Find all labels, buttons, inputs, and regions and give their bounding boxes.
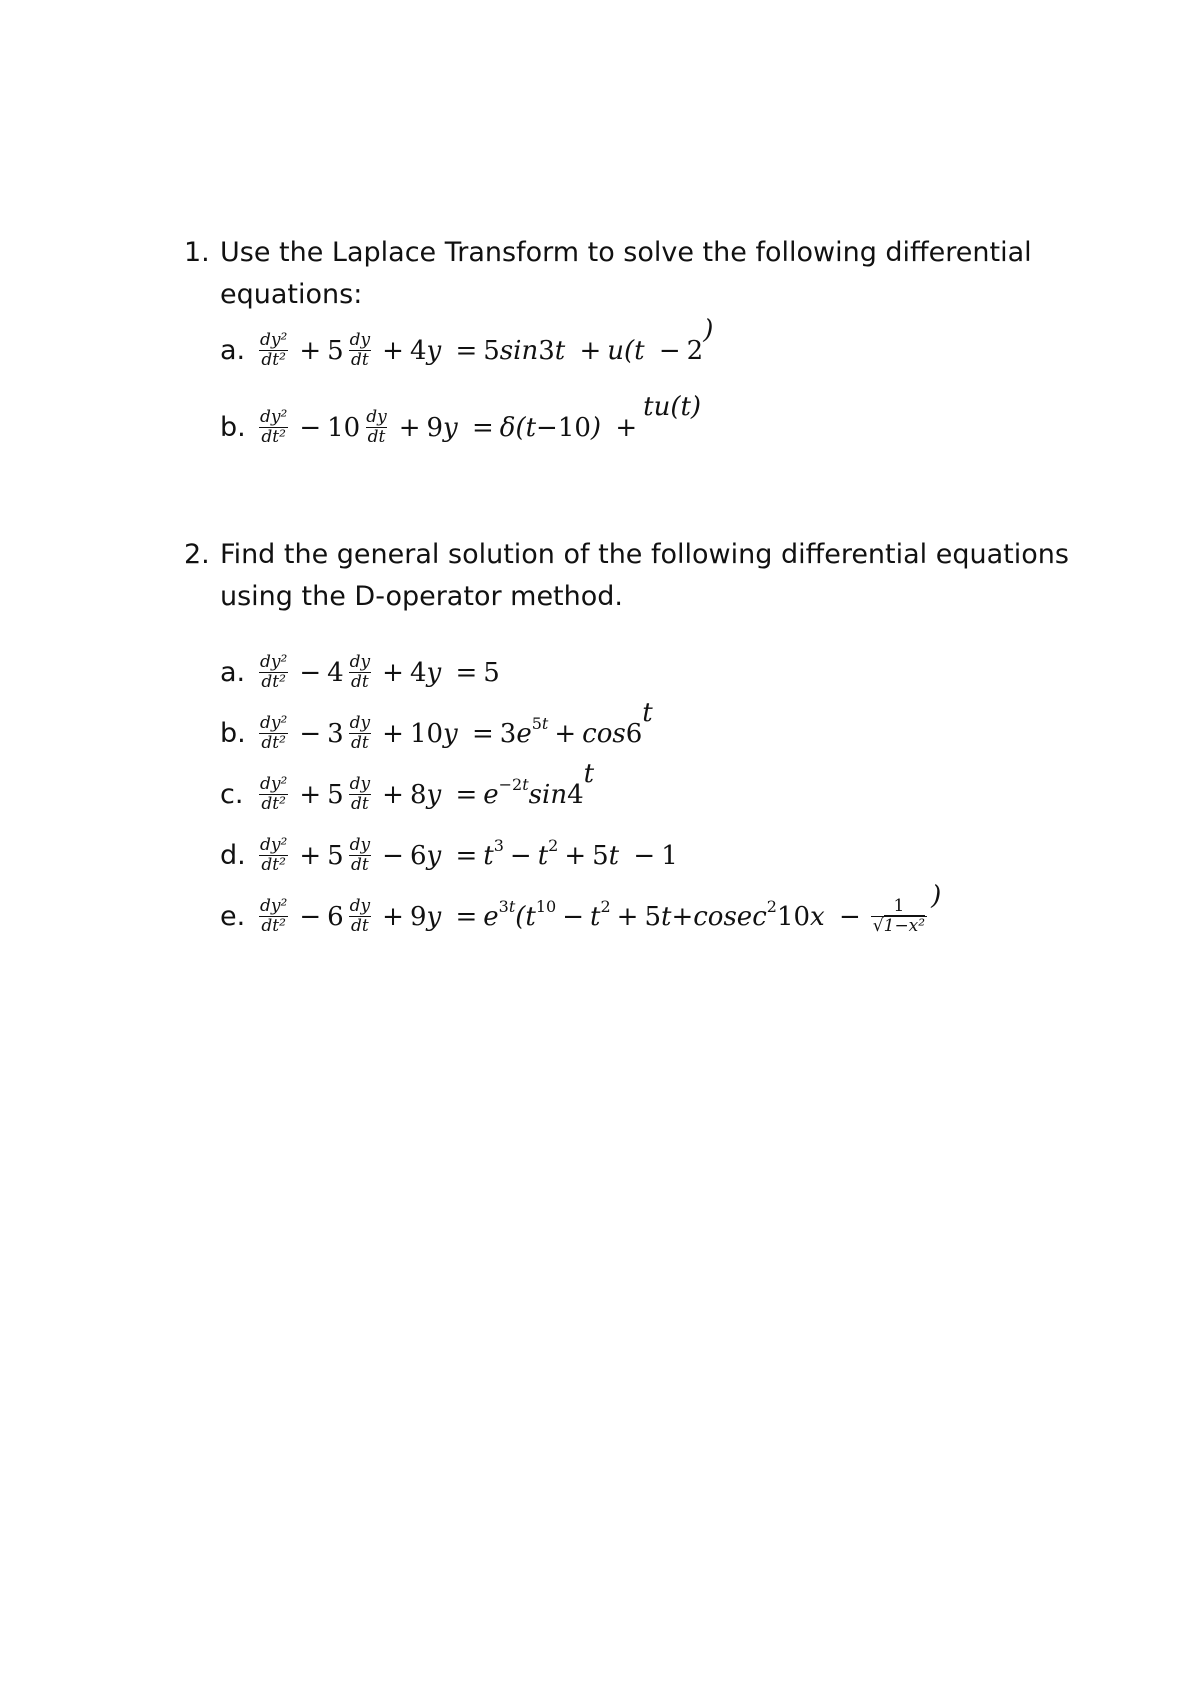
item-label: c. xyxy=(220,778,244,810)
fraction: $\frac{\text{dy²}}{\text{dt²}}$ xyxy=(260,330,288,370)
fraction: $\frac{\text{dy²}}{\text{dt²}}$ xyxy=(260,652,288,692)
item-label: a. xyxy=(220,334,246,366)
fraction: $\frac{dy}{dt}$ xyxy=(366,407,387,447)
equation: $\frac{\text{dy²}}{\text{dt²}}$ − 6 $\frac{dy}{dt}$ + 9 y = e 3t (t 10 − t 2 + 5 t + cosec 2 10 x − $\frac{1}{\text{√1−x²}}$ ) xyxy=(260,880,942,936)
equation: $\frac{\text{dy²}}{\text{dt²}}$ + 5 $\frac{dy}{dt}$ + 8 y = e −2t sin 4 t xyxy=(260,758,595,814)
item-label: b. xyxy=(220,411,246,443)
fraction: $\frac{dy}{dt}$ xyxy=(349,652,371,692)
fraction: $\frac{dy}{dt}$ xyxy=(349,896,371,936)
equation-list xyxy=(220,314,1080,458)
question-1 xyxy=(184,232,1080,458)
fraction: $\frac{\text{dy²}}{\text{dt²}}$ xyxy=(260,774,288,814)
question-text: Use the Laplace Transform to solve the following differential equations: xyxy=(220,237,1032,310)
equation: $\frac{\text{dy²}}{\text{dt²}}$ + 5 $\frac{dy}{dt}$ − 6 y = t 3 − t 2 + 5 t − 1 xyxy=(260,835,678,875)
item-label: a. xyxy=(220,656,246,688)
equation-item xyxy=(220,314,1080,381)
fraction: $\frac{1}{\text{√1−x²}}$ xyxy=(872,896,926,936)
question-number: 1. xyxy=(184,237,210,268)
fraction: $\frac{dy}{dt}$ xyxy=(349,713,371,753)
equation: $\frac{\text{dy²}}{\text{dt²}}$ − 3 $\frac{dy}{dt}$ + 10 y = 3 e 5t + cos 6 t xyxy=(260,697,653,753)
fraction: $\frac{\text{dy²}}{\text{dt²}}$ xyxy=(260,713,288,753)
item-label: d. xyxy=(220,839,246,871)
item-label: b. xyxy=(220,717,246,749)
question-2 xyxy=(184,534,1080,947)
fraction: $\frac{dy}{dt}$ xyxy=(349,835,371,875)
fraction: $\frac{\text{dy²}}{\text{dt²}}$ xyxy=(260,407,288,447)
fraction: $\frac{dy}{dt}$ xyxy=(349,330,371,370)
equation: $\frac{\text{dy²}}{\text{dt²}}$ + 5 $\frac{dy}{dt}$ + 4 y = 5 sin 3 t + u(t − 2 ) xyxy=(260,314,714,370)
equation-item xyxy=(220,880,1080,947)
fraction: $\frac{dy}{dt}$ xyxy=(349,774,371,814)
item-label: e. xyxy=(220,900,246,932)
fraction: $\frac{\text{dy²}}{\text{dt²}}$ xyxy=(260,896,288,936)
equation: $\frac{\text{dy²}}{\text{dt²}}$ − 10 $\frac{dy}{dt}$ + 9 y = δ(t− 10 ) + tu(t) xyxy=(260,391,702,447)
equation: $\frac{\text{dy²}}{\text{dt²}}$ − 4 $\frac{dy}{dt}$ + 4 y = 5 xyxy=(260,652,500,692)
question-text: Find the general solution of the following differential equations using the D-operator method. xyxy=(220,539,1069,612)
question-number: 2. xyxy=(184,539,210,570)
equation-list xyxy=(220,642,1080,947)
fraction: $\frac{\text{dy²}}{\text{dt²}}$ xyxy=(260,835,288,875)
equation-item xyxy=(220,391,1080,458)
